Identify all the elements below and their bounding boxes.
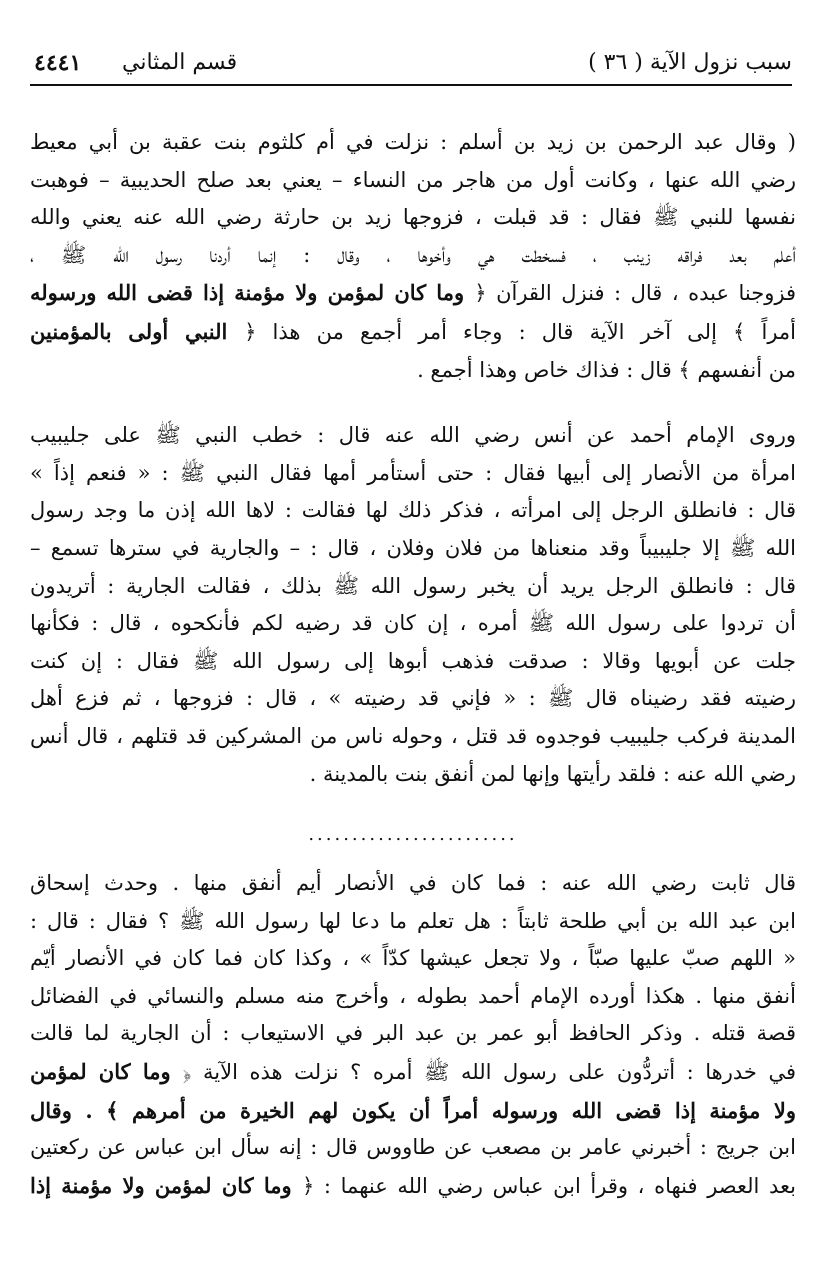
text-line: المدينة فركب جليبيب فوجدوه قد قتل ، وحوله ناس من المشركين قد قتلهم ، قال أنس (30, 723, 796, 748)
text-line: قصة قتله . وذكر الحافظ أبو عمر بن عبد البر في الاستيعاب : أن الجارية لما قالت (30, 1021, 796, 1046)
text-line: من أنفسهم ﴾ قال : فذاك خاص وهذا أجمع . (417, 357, 796, 382)
paragraph-3 (30, 865, 796, 1205)
text-line: نفسها للنبي ﷺ فقال : قد قبلت ، فزوجها زيد بن حارثة رضي الله عنه يعني والله (30, 205, 796, 230)
text-line: امرأة من الأنصار إلى أبيها فقال : حتى أستأمر أمها فقال النبي ﷺ : « فنعم إذاً » (30, 460, 796, 485)
text-line: بعد العصر فنهاه ، وقرأ ابن عباس رضي الله عنهما : ﴿ وما كان لمؤمن ولا مؤمنة إذا (30, 1172, 796, 1198)
text-line: قال : فانطلق الرجل يريد أن يخبر رسول الله ﷺ بذلك ، فقالت الجارية : أتريدون (30, 573, 796, 598)
section-divider: ........................ (308, 824, 518, 846)
page-number: ٤٤٤١ (34, 50, 82, 76)
paragraph-1 (30, 124, 796, 389)
text-line: أمراً ﴾ إلى آخر الآية قال : وجاء أمر أجمع من هذا ﴿ النبي أولى بالمؤمنين (30, 318, 796, 344)
text-line: الله ﷺ إلا جليبيباً وقد منعناها من فلان وفلان ، قال : – والجارية في سترها تسمع – (30, 535, 796, 560)
text-line: قال : فانطلق الرجل إلى امرأته ، فذكر ذلك لها فقالت : لاها الله إذن ما وجد رسول (30, 498, 796, 523)
text-line: « اللهم صبّ عليها صبّاً ، ولا تجعل عيشها كدّاً » ، وكذا كان فما كان في الأنصار أيّم (30, 946, 796, 971)
text-line: ابن جريج : أخبرني عامر بن مصعب عن طاووس قال : إنه سأل ابن عباس عن ركعتين (30, 1135, 796, 1160)
section-name: قسم المثاني (122, 50, 238, 75)
text-line: رضي الله عنه : فلقد رأيتها وإنها لمن أنفق بنت بالمدينة . (309, 761, 796, 786)
page-header (30, 44, 792, 86)
text-line: أعلم بعد فراقه زينب ، فسخطت هي وأخوها ، وقال : إنما أردنا رسول الله ﷺ ، (30, 242, 796, 267)
running-title: سبب نزول الآية ( ٣٦ ) (588, 50, 792, 75)
text-line: ابن عبد الله بن أبي طلحة ثابتاً : هل تعلم ما دعا لها رسول الله ﷺ ؟ فقال : قال : (30, 908, 796, 933)
text-line: فزوجنا عبده ، قال : فنزل القرآن ﴿ وما كان لمؤمن ولا مؤمنة إذا قضى الله ورسوله (30, 280, 796, 306)
text-line: أن تردوا على رسول الله ﷺ أمره ، إن كان قد رضيه لكم فأنكحوه ، قال : فكأنها (30, 611, 796, 636)
text-line: ( وقال عبد الرحمن بن زيد بن أسلم : نزلت في أم كلثوم بنت عقبة بن أبي معيط (30, 130, 796, 154)
text-line: جلت عن أبويها وقالا : صدقت فذهب أبوها إلى رسول الله ﷺ فقال : إن كنت (30, 648, 796, 673)
text-line: وروى الإمام أحمد عن أنس رضي الله عنه قال : خطب النبي ﷺ على جليبيب (30, 423, 796, 448)
text-line: أنفق منها . هكذا أورده الإمام أحمد بطوله ، وأخرج منه مسلم والنسائي في الفضائل (30, 983, 796, 1008)
text-line: في خدرها : أتردُّون على رسول الله ﷺ أمره ؟ نزلت هذه الآية ﴿ وما كان لمؤمن (30, 1059, 796, 1085)
text-line: رضي الله عنها ، وكانت أول من هاجر من النساء – يعني بعد صلح الحديبية – فوهبت (30, 167, 796, 192)
paragraph-2 (30, 417, 796, 793)
text-line: رضيته فقد رضيناه قال ﷺ : « فإني قد رضيته » ، قال : فزوجها ، ثم فزع أهل (30, 686, 796, 711)
text-line: ولا مؤمنة إذا قضى الله ورسوله أمراً أن يكون لهم الخيرة من أمرهم ﴾ . وقال (30, 1097, 796, 1123)
text-line: قال ثابت رضي الله عنه : فما كان في الأنصار أيم أنفق منها . وحدث إسحاق (30, 871, 796, 896)
